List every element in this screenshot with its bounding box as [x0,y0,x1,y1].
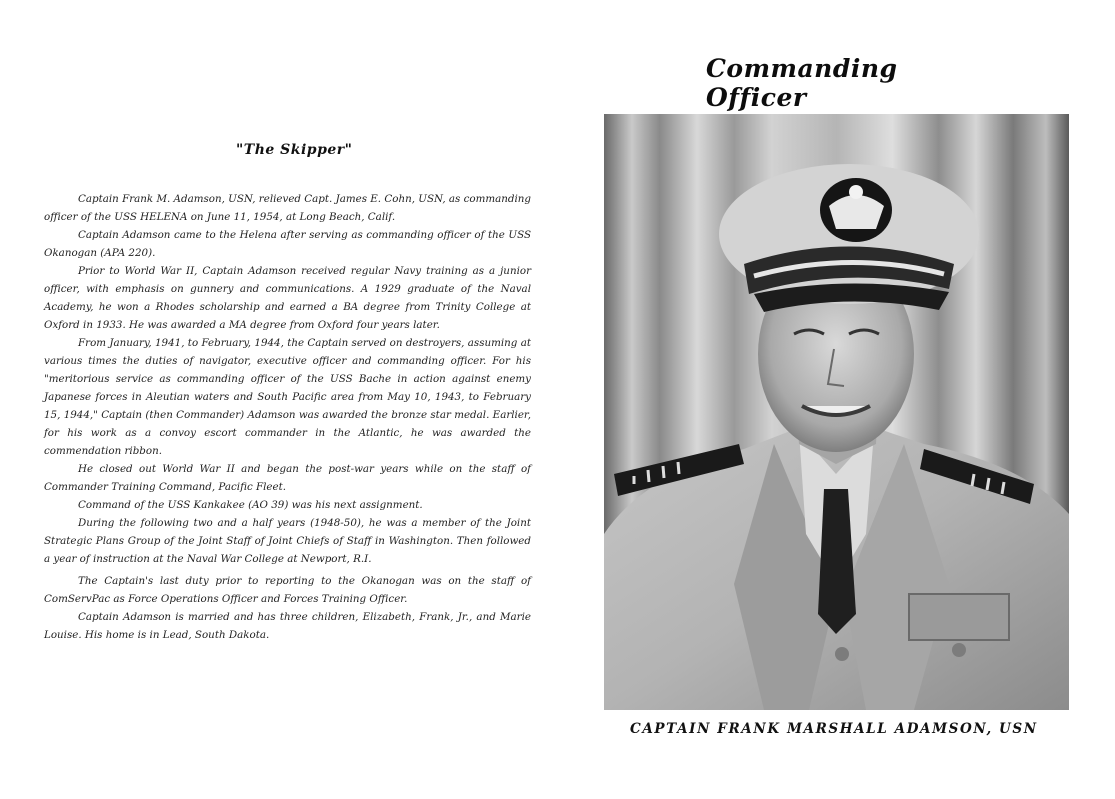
portrait-caption: CAPTAIN FRANK MARSHALL ADAMSON, USN [630,721,1038,737]
right-page [560,0,1115,799]
officer-portrait-image [604,114,1069,710]
paragraph: During the following two and a half years (1948-50), he was a member of the Joint Strategic Plans Group of the Joint Staff of Joint Chiefs of Staff in Washington. Then followed a year of instruction at the Naval War College at Newport, R.I. [44,517,531,565]
paragraph: Captain Frank M. Adamson, USN, relieved Capt. James E. Cohn, USN, as commanding officer of the USS HELENA on June 11, 1954, at Long Beach, Calif. [44,193,531,223]
paragraph: Captain Adamson came to the Helena after serving as commanding officer of the USS Okanogan (APA 220). [44,229,531,259]
portrait-photo [604,114,1069,710]
paragraph: Captain Adamson is married and has three children, Elizabeth, Frank, Jr., and Marie Louise. His home is in Lead, South Dakota. [44,611,531,641]
page-heading: Commanding Officer [706,54,898,112]
paragraph: Command of the USS Kankakee (AO 39) was his next assignment. [78,499,423,511]
paragraph: From January, 1941, to February, 1944, the Captain served on destroyers, assuming at various times the duties of navigator, executive officer and commanding officer. For his "meritorious service as commanding officer of the USS Bache in action against enemy Japanese forces in Aleutian waters and South Pacific area from May 10, 1943, to February 15, 1944," Captain (then Commander) Adamson was awarded the bronze star medal. Earlier, for his work as a convoy escort commander in the Atlantic, he was awarded the commendation ribbon. [44,337,531,457]
paragraph: Prior to World War II, Captain Adamson received regular Navy training as a junior officer, with emphasis on gunnery and communications. A 1929 graduate of the Naval Academy, he won a Rhodes scholarship and earned a BA degree from Trinity College at Oxford in 1933. He was awarded a MA degree from Oxford four years later. [44,265,531,331]
paragraph: He closed out World War II and began the post-war years while on the staff of Commander Training Command, Pacific Fleet. [44,463,531,493]
section-title: "The Skipper" [236,142,353,158]
biography-text [44,190,531,644]
paragraph: The Captain's last duty prior to reporting to the Okanogan was on the staff of ComServPac as Force Operations Officer and Forces Training Officer. [44,575,531,605]
